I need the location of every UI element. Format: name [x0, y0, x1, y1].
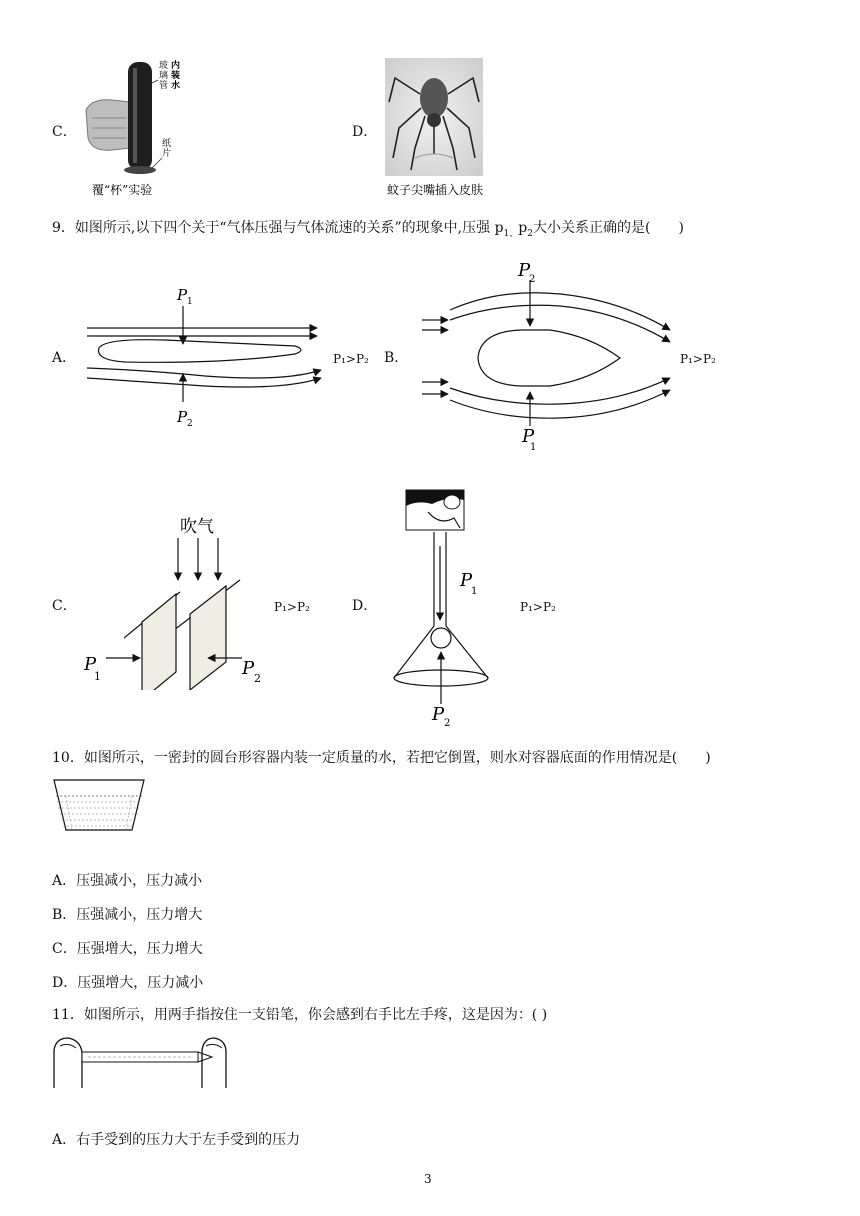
q8-c-label-bo: 玻: [159, 61, 169, 71]
q11-stem: 11．如图所示，用两手指按住一支铅笔，你会感到右手比左手疼，这是因为：( ): [52, 1007, 548, 1023]
q8-c-label-nei: 内: [171, 61, 181, 71]
q9-a-relation: P₁>P₂: [333, 352, 369, 366]
q10-option-a: A．压强减小，压力减小: [52, 873, 203, 889]
q9-stem-mid: p: [518, 220, 528, 236]
q10-container-diagram: [52, 778, 152, 834]
q10-option-d: D．压强增大，压力减小: [52, 975, 204, 991]
q8-c-label-zhuang: 装: [171, 71, 181, 81]
q9-c-p-left: P: [84, 654, 97, 675]
q9-stem: [52, 219, 684, 243]
q9-option-c-label: C．: [52, 598, 77, 614]
q11-pencil-diagram: [52, 1036, 232, 1092]
q9-c-p-right-sub: 2: [254, 672, 261, 685]
q8-c-label-zhi: 纸: [162, 139, 172, 149]
q9-d-p-top: P: [460, 570, 473, 591]
q8-image-mosquito: [385, 58, 505, 200]
q9-option-d-label: D．: [352, 598, 378, 614]
q9-c-blow-label: 吹气: [180, 517, 214, 537]
q10-option-c: C．压强增大，压力增大: [52, 941, 203, 957]
q8-image-cup-experiment: [82, 58, 202, 200]
q9-stem-sub1: 1、: [503, 228, 519, 239]
q9-option-a-label: A．: [52, 350, 77, 366]
q9-c-relation: P₁>P₂: [274, 600, 310, 614]
q9-a-p-top-sub: 1: [187, 297, 193, 307]
q8-option-c-label: C．: [52, 124, 77, 140]
q9-a-p-top: P: [177, 286, 188, 304]
q9-d-relation: P₁>P₂: [520, 600, 556, 614]
q8-c-label-shui: 水: [171, 81, 181, 91]
q8-c-caption: 覆“杯”实验: [92, 183, 153, 197]
q9-d-p-bottom-sub: 2: [444, 718, 451, 728]
q9-a-wing-diagram: [85, 278, 335, 430]
q9-option-b-label: B．: [384, 350, 409, 366]
q9-b-relation: P₁>P₂: [680, 352, 716, 366]
q10-option-b: B．压强减小，压力增大: [52, 907, 203, 923]
q8-c-label-li: 璃: [159, 71, 169, 81]
q9-d-funnel-diagram: [388, 486, 508, 728]
q11-option-a: A．右手受到的压力大于左手受到的压力: [52, 1132, 301, 1148]
q9-a-p-bottom: P: [177, 408, 188, 426]
q9-b-flow-diagram: [420, 258, 680, 454]
q9-stem-tail: 大小关系正确的是( ): [532, 220, 684, 236]
q8-option-d-label: D．: [352, 124, 378, 140]
page-number: 3: [424, 1172, 432, 1186]
q9-c-paper-diagram: [80, 510, 280, 690]
q9-b-p-top: P: [518, 260, 531, 281]
q9-stem-sub2: 2: [527, 228, 533, 239]
q10-stem: 10．如图所示，一密封的圆台形容器内装一定质量的水，若把它倒置，则水对容器底面的作用情况是( ): [52, 750, 711, 766]
q9-stem-head: 9．如图所示,以下四个关于“气体压强与气体流速的关系”的现象中,压强 p: [52, 220, 504, 236]
q9-c-p-right: P: [242, 658, 255, 679]
q9-b-p-top-sub: 2: [529, 274, 536, 285]
q9-d-p-top-sub: 1: [471, 586, 478, 597]
q8-c-label-pian: 片: [162, 149, 172, 159]
q9-a-p-bottom-sub: 2: [187, 419, 193, 429]
q9-d-p-bottom: P: [432, 704, 445, 725]
q9-c-p-left-sub: 1: [94, 670, 101, 683]
q9-b-p-bottom-sub: 1: [530, 442, 537, 453]
q9-b-p-bottom: P: [522, 426, 535, 447]
q8-c-label-guan: 管: [159, 81, 169, 91]
q8-d-caption: 蚊子尖嘴插入皮肤: [387, 183, 484, 197]
